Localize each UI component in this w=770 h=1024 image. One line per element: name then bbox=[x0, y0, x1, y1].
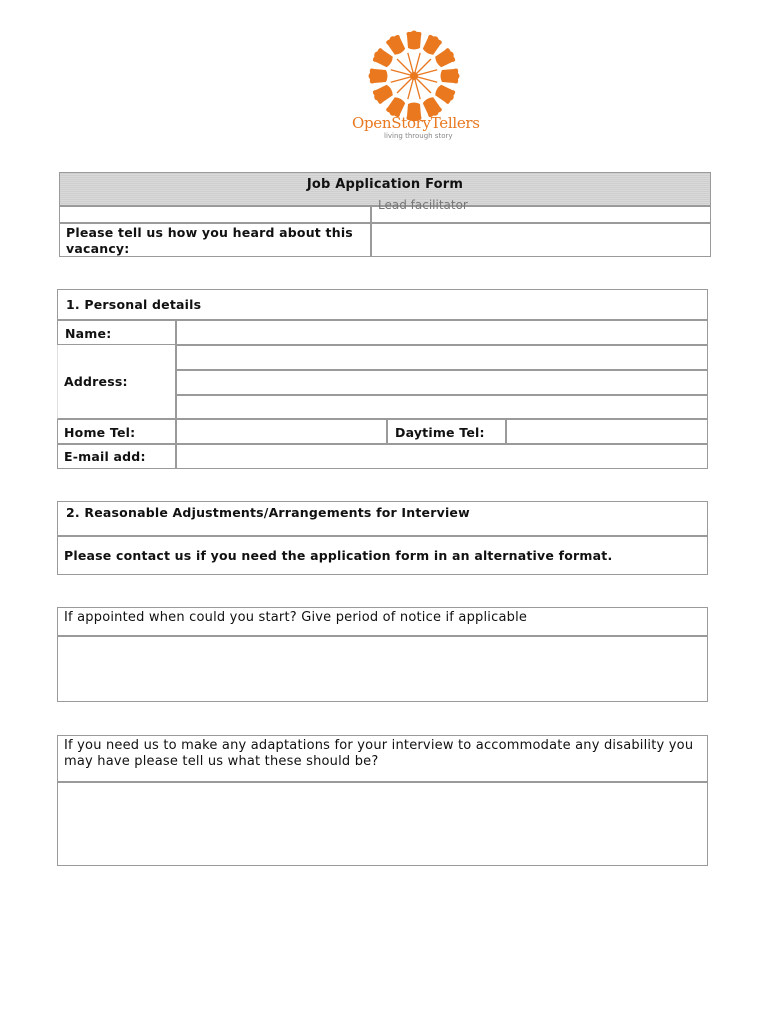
logo-petal bbox=[433, 83, 457, 105]
logo-petal bbox=[371, 47, 395, 69]
start-date-answer[interactable] bbox=[57, 636, 708, 702]
logo-petal bbox=[371, 83, 395, 105]
daytime-tel-label: Daytime Tel: bbox=[387, 419, 506, 444]
logo-petal bbox=[369, 69, 388, 84]
form-title: Job Application Form bbox=[59, 172, 711, 206]
address-line-3-input[interactable] bbox=[176, 395, 708, 419]
adjustments-heading: 2. Reasonable Adjustments/Arrangements for Interview bbox=[57, 501, 708, 536]
daytime-tel-input[interactable] bbox=[506, 419, 708, 444]
alternative-format-note: Please contact us if you need the application form in an alternative format. bbox=[57, 536, 708, 575]
logo-petal bbox=[421, 33, 443, 57]
adaptations-answer[interactable] bbox=[57, 782, 708, 866]
address-line-1-input[interactable] bbox=[176, 345, 708, 370]
home-tel-input[interactable] bbox=[176, 419, 387, 444]
brand-tagline: living through story bbox=[384, 132, 453, 140]
email-input[interactable] bbox=[176, 444, 708, 469]
start-date-question: If appointed when could you start? Give period of notice if applicable bbox=[57, 607, 708, 636]
address-label: Address: bbox=[64, 374, 128, 389]
home-tel-label: Home Tel: bbox=[57, 419, 176, 444]
email-label: E-mail add: bbox=[57, 444, 176, 469]
clipped-role-text: Lead facilitator bbox=[378, 198, 468, 212]
heard-about-label: Please tell us how you heard about this vacancy: bbox=[59, 223, 371, 257]
heard-about-input[interactable] bbox=[371, 223, 711, 257]
top-table-cell-left bbox=[59, 206, 371, 223]
logo-center bbox=[410, 72, 418, 80]
logo-petal bbox=[407, 31, 422, 50]
logo-petal bbox=[385, 33, 407, 57]
name-label: Name: bbox=[57, 320, 176, 345]
adaptations-question: If you need us to make any adaptations for your interview to accommodate any disability you may have please tell us what these should be? bbox=[57, 735, 708, 782]
logo-petal bbox=[433, 47, 457, 69]
brand-name: OpenStoryTellers bbox=[352, 114, 480, 132]
name-input[interactable] bbox=[176, 320, 708, 345]
logo-petal bbox=[441, 69, 460, 84]
address-line-2-input[interactable] bbox=[176, 370, 708, 395]
address-label-cell bbox=[57, 345, 176, 419]
top-table-cell-right bbox=[371, 198, 711, 223]
personal-details-heading: 1. Personal details bbox=[57, 289, 708, 320]
